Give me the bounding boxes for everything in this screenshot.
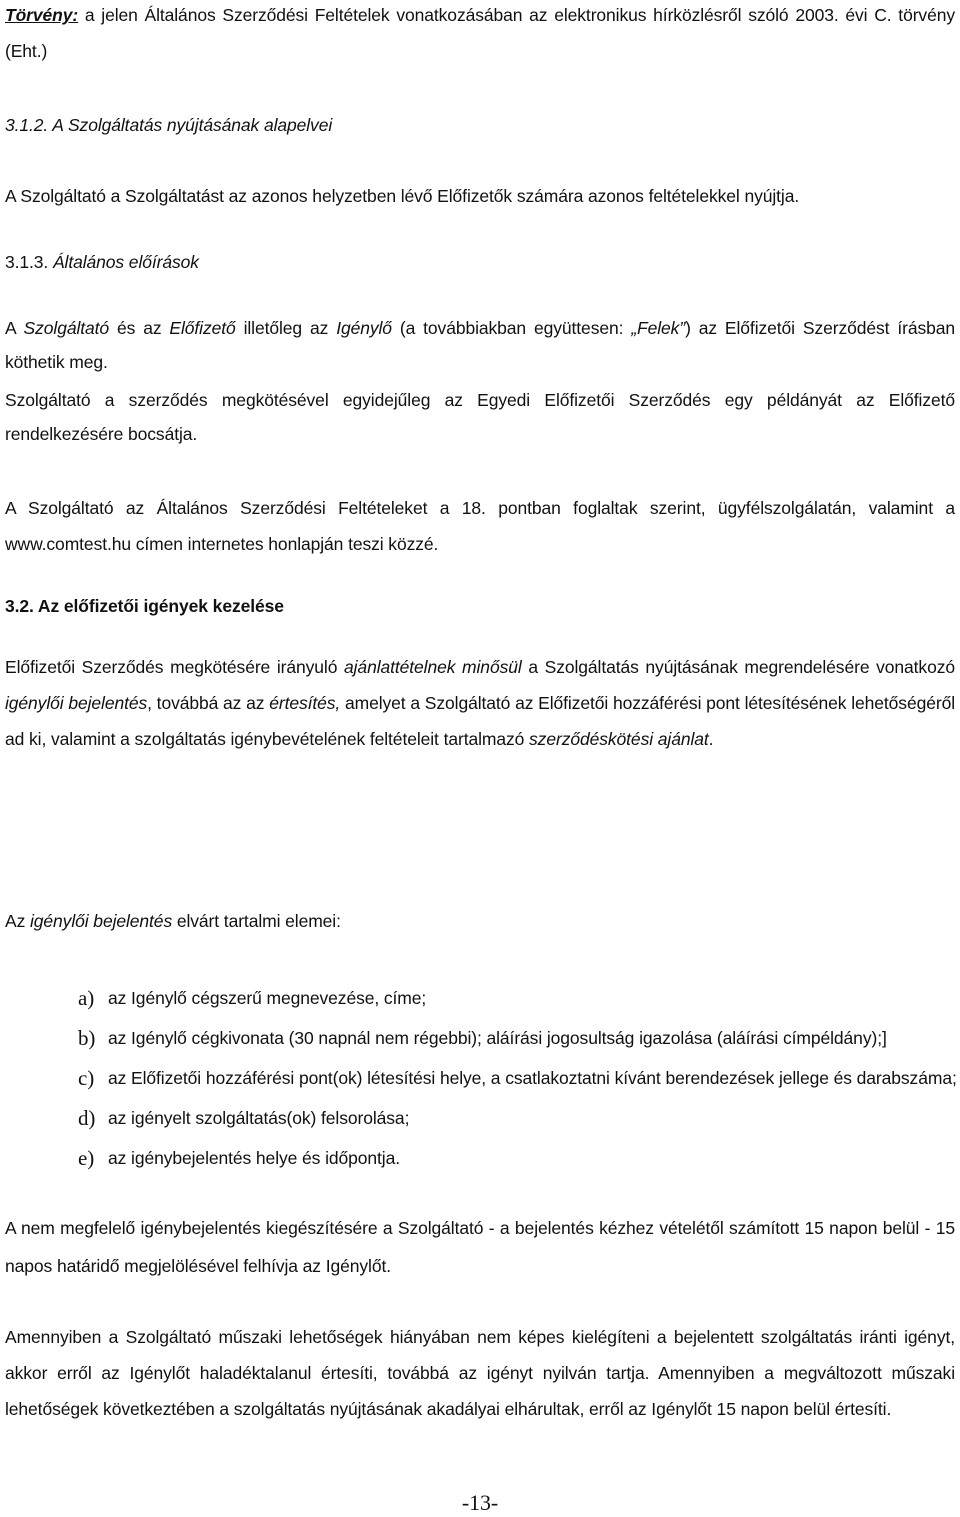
list-item-marker: a): [78, 986, 95, 1010]
section-3-2-heading: [5, 588, 955, 624]
parties-term-provider: Szolgáltató: [23, 318, 110, 338]
page-number: -13-: [461, 1490, 499, 1515]
section-3-2-heading-text: 3.2. Az előfizetői igények kezelése: [5, 596, 284, 616]
parties-text-5: ) az Előfizetői Szerződést írásban köthetik meg.: [5, 318, 956, 372]
parties-text-1: A: [5, 318, 24, 338]
list-intro-text-2: elvárt tartalmi elemei:: [172, 911, 341, 931]
list-item: [5, 1023, 955, 1053]
technical-limitations-paragraph: Amennyiben a Szolgáltató műszaki lehetőségek hiányában nem képes kielégíteni a bejelentett szolgáltatás iránti igényt, akkor erről az Igénylőt haladéktalanul értesíti, továbbá az igényt nyilván tartja. Amennyiben a megváltozott műszaki lehetőségek következtében a szolgáltatás nyújtásának akadályai elhárultak, erről az Igénylőt 15 napon belül értesíti.: [5, 1327, 955, 1419]
law-reference-label: Törvény:: [5, 5, 79, 25]
section-3-1-2-paragraph: A Szolgáltató a Szolgáltatást az azonos helyzetben lévő Előfizetők számára azonos feltételekkel nyújtja.: [5, 186, 800, 206]
offer-text-2: a Szolgáltatás nyújtásának megrendelésére vonatkozó: [521, 657, 955, 677]
parties-paragraph: [5, 311, 955, 379]
parties-term-felek: „Felek”: [631, 318, 686, 338]
offer-text-5: .: [708, 729, 714, 749]
list-item-marker: e): [78, 1146, 95, 1170]
list-intro: [5, 903, 955, 939]
publication-paragraph: A Szolgáltató az Általános Szerződési Feltételeket a 18. pontban foglaltak szerint, ügyfélszolgálatán, valamint a www.comtest.hu címen internetes honlapján teszi közzé.: [5, 498, 955, 554]
law-reference-text: a jelen Általános Szerződési Feltételek vonatkozásában az elektronikus hírközlésről szóló 2003. évi C. törvény (Eht.): [5, 5, 955, 61]
list-item-text: az Igénylő cégszerű megnevezése, címe;: [108, 988, 427, 1008]
list-item-text: az Igénylő cégkivonata (30 napnál nem régebbi); aláírási jogosultság igazolása (aláírási címpéldány);]: [108, 1028, 887, 1048]
section-3-1-3-number: 3.1.3.: [5, 252, 53, 272]
section-3-1-3-title: Általános előírások: [52, 252, 199, 272]
parties-text-3: illetőleg az: [235, 318, 337, 338]
parties-text-4: (a továbbiakban együttesen:: [391, 318, 632, 338]
list-intro-term: igénylői bejelentés: [30, 911, 173, 931]
list-item: [5, 1143, 955, 1173]
section-3-1-2-heading-text: 3.1.2. A Szolgáltatás nyújtásának alapelvei: [5, 115, 333, 135]
list-item-marker: b): [78, 1026, 96, 1050]
offer-text-1: Előfizetői Szerződés megkötésére irányuló: [5, 657, 345, 677]
offer-term-4: szerződéskötési ajánlat: [529, 729, 709, 749]
parties-term-applicant: Igénylő: [336, 318, 392, 338]
section-3-1-3-heading: [5, 244, 955, 280]
incomplete-request-paragraph: A nem megfelelő igénybejelentés kiegészítésére a Szolgáltató - a bejelentés kézhez vételétől számított 15 napon belül - 15 napos határidő megjelölésével felhívja az Igénylőt.: [5, 1218, 955, 1276]
list-item-text: az igényelt szolgáltatás(ok) felsorolása;: [108, 1108, 410, 1128]
offer-term-1: ajánlattételnek minősül: [344, 657, 522, 677]
offer-text-3: , továbbá az az: [147, 693, 270, 713]
list-item: [5, 1103, 955, 1133]
list-intro-text-1: Az: [5, 911, 30, 931]
list-item: [5, 1063, 955, 1093]
offer-paragraph: [5, 649, 955, 757]
list-item-text: az Előfizetői hozzáférési pont(ok) létesítési helye, a csatlakoztatni kívánt berendezések jellege és darabszáma;: [108, 1068, 957, 1088]
parties-text-2: és az: [109, 318, 170, 338]
offer-text-4: amelyet a Szolgáltató az Előfizetői hozzáférési pont létesítésének lehetőségéről ad ki, valamint a szolgáltatás igénybevételének feltételeit tartalmazó: [5, 693, 955, 749]
list-item-marker: d): [78, 1106, 96, 1130]
list-item-marker: c): [78, 1066, 95, 1090]
contract-copy-paragraph: Szolgáltató a szerződés megkötésével egyidejűleg az Egyedi Előfizetői Szerződés egy példányát az Előfizető rendelkezésére bocsátja.: [5, 390, 955, 444]
law-reference-paragraph: [5, 0, 955, 69]
list-item: [5, 983, 955, 1013]
list-item-text: az igénybejelentés helye és időpontja.: [108, 1148, 400, 1168]
section-3-1-2-heading: [5, 107, 955, 143]
offer-term-2: igénylői bejelentés: [5, 693, 148, 713]
parties-term-subscriber: Előfizető: [169, 318, 236, 338]
offer-term-3: értesítés,: [269, 693, 341, 713]
